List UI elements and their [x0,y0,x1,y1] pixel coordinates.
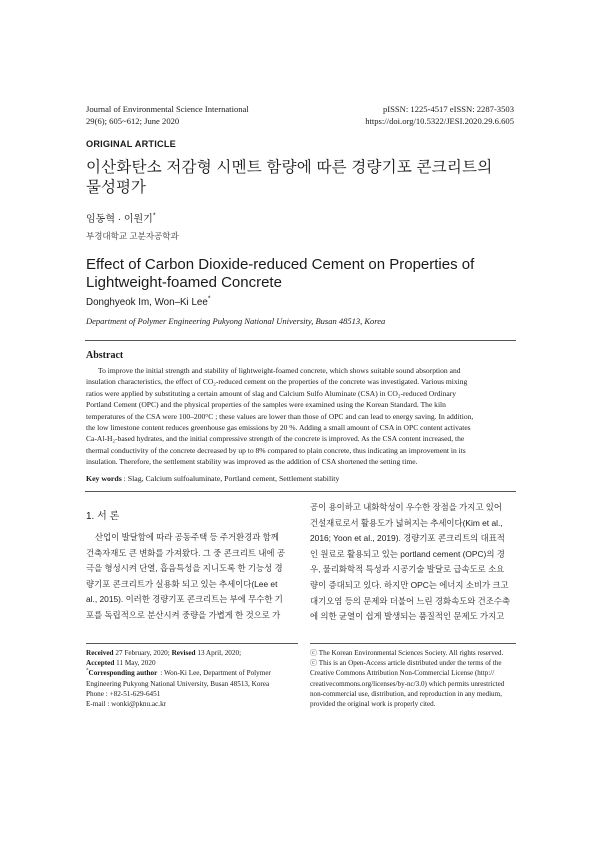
received-date: 27 February, 2020; [113,649,172,657]
body-line: 산업이 발달함에 따라 공동주택 등 주거환경과 함께 [95,532,279,542]
body-line: 우, 물리화학적 특성과 시공기술 발달로 급속도로 소요 [310,564,505,575]
abstract-line: Portland Cement (OPC) and the physical properties of the samples were examined using the Korean Standard. The kiln [86,400,446,410]
article-type: ORIGINAL ARTICLE [86,139,176,149]
corr-line2: Engineering Pukyong National University, Busan 48513, Korea [86,679,270,688]
journal-issue: 29(6); 605~612; June 2020 [86,116,180,126]
accepted-date: 11 May, 2020 [114,659,156,668]
copyright-line: ⓒ This is an Open-Access article distributed under the terms of the [310,659,502,668]
divider-top [85,340,516,341]
body-line: 량기포 콘크리트가 실용화 되고 있는 추세이다(Lee et [86,578,278,589]
abstract-line: insulation characteristics, the effect of CO₂-reduced cement on the properties of the concrete was investigated. Various mixing [86,377,468,387]
korean-title-line1: 이산화탄소 저감형 시멘트 함량에 따른 경량기포 콘크리트의 [86,159,493,176]
issn: pISSN: 1225-4517 eISSN: 2287-3503 [382,104,514,114]
accepted-label: Accepted [86,659,115,668]
abstract-line: ratios were applied by substituting a certain amount of slag and Calcium Sulfo Aluminate (CSA) in CO₂-reduced Ordinary [86,388,457,398]
footer-divider-right [310,643,516,644]
korean-title-line2: 물성평가 [86,179,146,196]
korean-authors [86,210,156,225]
left-column [86,530,298,624]
korean-affiliation: 부경대학교 고분자공학과 [86,231,179,241]
phone: Phone : +82-51-629-6451 [86,689,161,698]
english-affiliation: Department of Polymer Engineering Pukyong National University, Busan 48513, Korea [86,316,386,326]
abstract-line: insulation. Therefore, the settlement stability was improved as the addition of CSA shortened the setting time. [86,457,418,467]
revised-label: Revised [171,649,196,657]
body-line: 에 의한 균열이 쉽게 발생되는 품질적인 문제도 가지고 [310,611,505,622]
corresponding-author [86,668,301,678]
abstract-line: Ca-Al-H₂-based hydrates, and the initial compressive strength of the concrete is improved. As the CSA content increased, the [86,434,465,444]
right-column [310,500,520,625]
english-title-line1: Effect of Carbon Dioxide-reduced Cement on Properties of [86,256,475,273]
english-author-mark: * [207,295,211,303]
received-revised [86,648,301,658]
copyright-line: creativecommons.org/licenses/by-nc/3.0) which permits unrestricted [310,679,505,688]
abstract-line: To improve the initial strength and stability of lightweight-foamed concrete, which shows suitable sound absorption and [98,366,461,375]
body-line: 공이 용이하고 내화학성이 우수한 장점을 가지고 있어 [310,502,502,512]
korean-authors-names: 임동혁 · 이원기 [86,214,153,225]
abstract-line: temperatures of the CSA were 100–200°C ; these values are lower than those of OPC and can lead to energy saving. In addition, [86,411,474,421]
revised-date: 13 April, 2020; [195,649,242,657]
abstract-line: the low limestone content reduces greenhouse gas emissions by 20 %. Adding a small amount of CSA in OPC content activates [86,423,471,433]
korean-author-mark: * [152,212,156,220]
body-line: 2016; Yoon et al., 2019). 경량기포 콘크리트의 대표적 [310,533,505,544]
footer-divider-left [86,643,298,644]
copyright-line: Creative Commons Attribution Non-Commercial License (http:// [310,669,495,678]
divider-abstract [85,491,516,492]
corr-mark: * [86,669,89,675]
abstract-body [86,365,516,468]
journal-name: Journal of Environmental Science International [86,104,249,114]
english-authors-names: Donghyeok Im, Won–Ki Lee [86,297,208,308]
corr-label: Corresponding author [88,669,158,678]
body-line: 량이 증대되고 있다. 하지만 OPC는 에너지 소비가 크고 [310,579,509,590]
copyright-notice [310,648,518,709]
email: E-mail : wonki@pknu.ac.kr [86,700,167,709]
abstract-line: thermal conductivity of the concrete decreased by up to 8% compared to plain concrete, thus indicating an improvement in its [86,445,466,455]
body-line: 건축자재도 큰 변화를 가져왔다. 그 중 콘크리트 내에 공 [86,547,285,558]
keywords-text: : Slag, Calcium sulfoaluminate, Portland cement, Settlement stability [121,474,340,483]
body-line: 대기오염 등의 문제와 더불어 느린 경화속도와 건조수축 [310,595,511,606]
section-heading: 1. 서 론 [86,511,120,522]
copyright-line: ⓒ The Korean Environmental Sciences Society. All rights reserved. [310,649,504,657]
body-line: 포를 독립적으로 분산시켜 중량을 가볍게 한 것으로 가 [86,609,281,620]
body-line: 극을 형성시켜 단열, 흡음특성을 지니도록 한 기능성 경 [86,563,283,574]
keywords [86,474,339,483]
keywords-label: Key words [86,474,122,483]
received-label: Received [86,649,114,657]
accepted [86,658,301,668]
doi-link[interactable]: https://doi.org/10.5322/JESI.2020.29.6.605 [365,116,514,126]
english-title-line2: Lightweight-foamed Concrete [86,274,282,291]
body-line: al., 2015). 이러한 경량기포 콘크리트는 부에 무수한 기 [86,594,283,605]
corr-line1: : Won-Ki Lee, Department of Polymer [160,669,271,678]
english-authors [86,297,210,308]
copyright-line: non-commercial use, distribution, and reproduction in any medium, [310,689,502,698]
copyright-line: provided the original work is properly cited. [310,700,436,709]
body-line: 인 원료로 활용되고 있는 portland cement (OPC)의 경 [310,548,505,559]
body-line: 건설재료로서 활용도가 넓혀지는 추세이다(Kim et al., [310,517,503,528]
abstract-heading: Abstract [86,350,124,361]
article-history [86,648,301,709]
